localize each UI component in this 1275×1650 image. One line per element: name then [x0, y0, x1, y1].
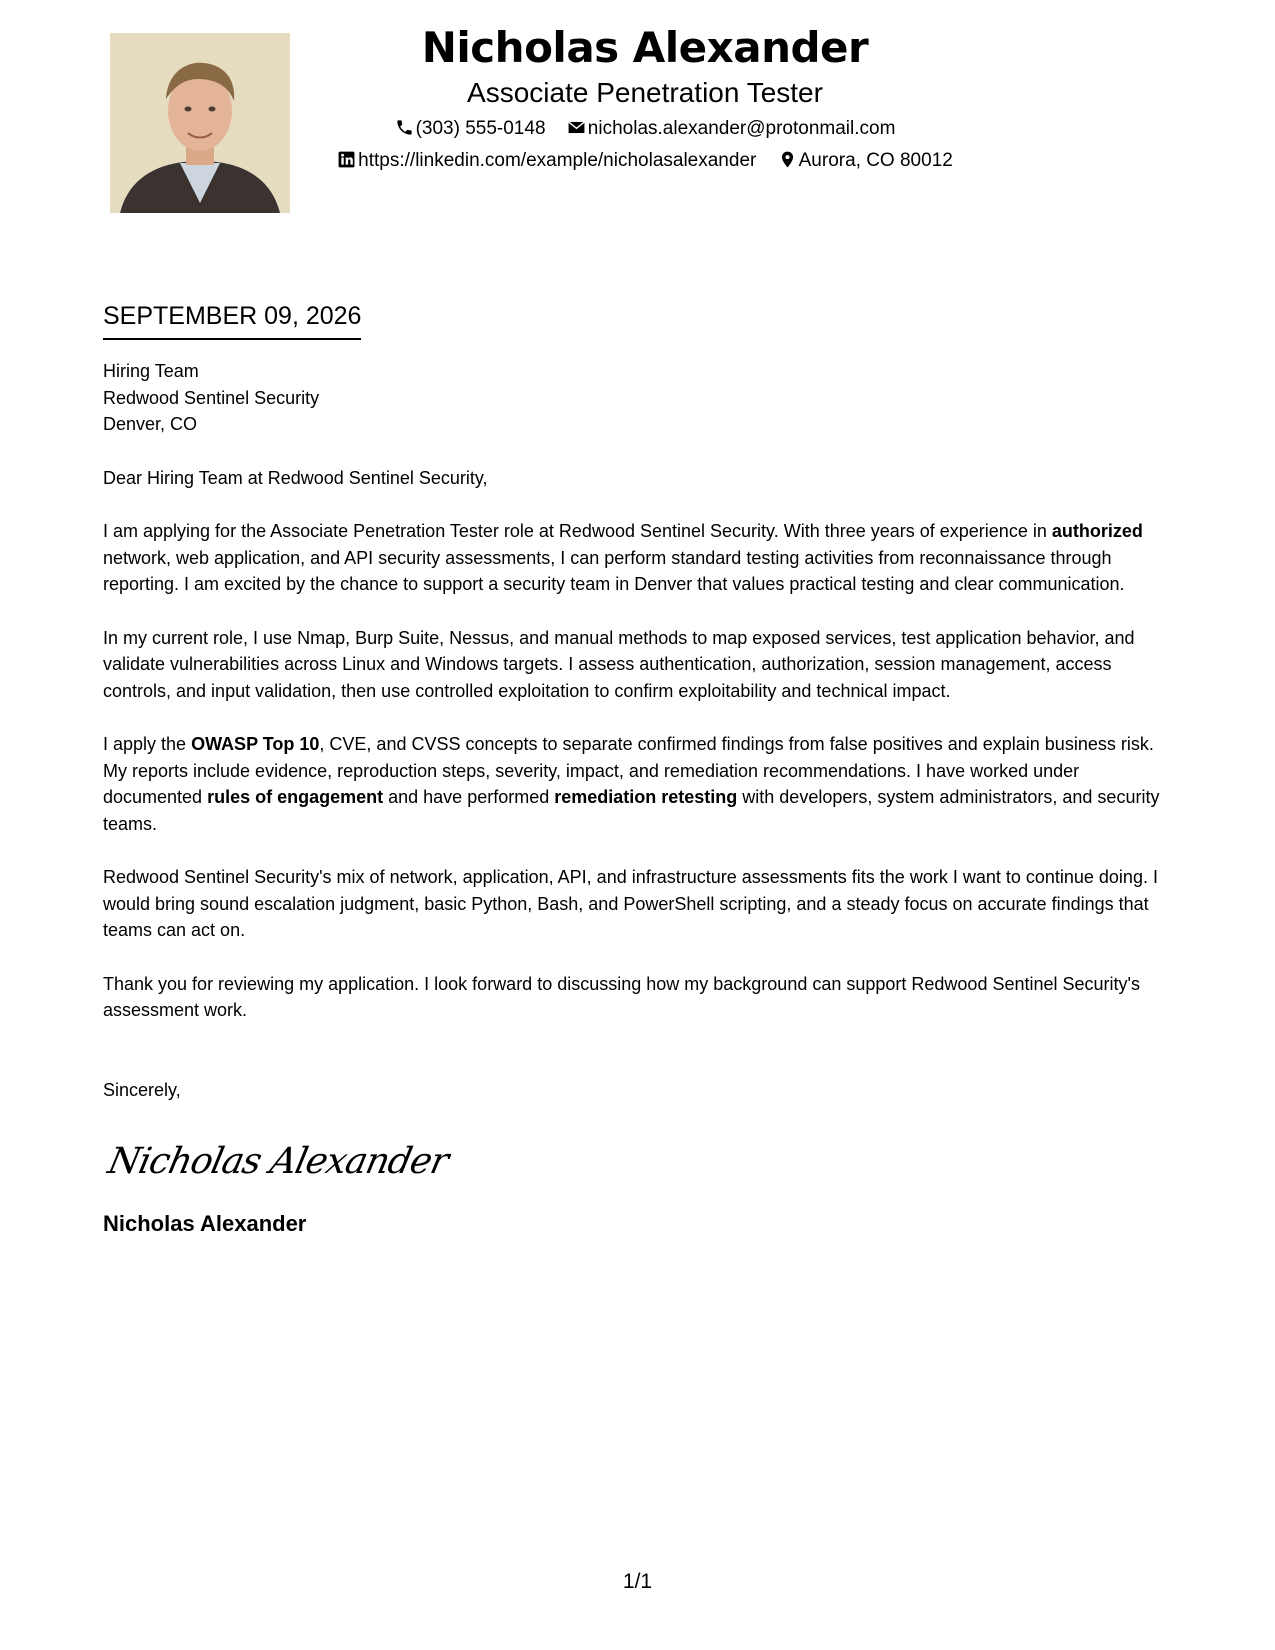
envelope-icon — [567, 118, 586, 137]
paragraph-thanks: Thank you for reviewing my application. I look forward to discussing how my background can support Redwood Sentinel Security's assessment work. — [103, 973, 1140, 1020]
paragraph-experience: In my current role, I use Nmap, Burp Suite, Nessus, and manual methods to map exposed services, test application behavior, and validate vulnerabilities across Linux and Windows targets. I assess authentication, authorization, session management, access controls, and input validation, then use controlled exploitation to confirm exploitability and technical impact. — [103, 627, 1135, 701]
salutation: Dear Hiring Team at Redwood Sentinel Security, — [103, 467, 488, 488]
contact-row-1 — [300, 116, 990, 142]
signer-name: Nicholas Alexander — [103, 1211, 307, 1236]
text-run: with developers, system administrators, and security teams. — [103, 787, 1160, 834]
bold-text: authorized — [1051, 521, 1143, 541]
text-run: , CVE, and CVSS concepts to separate confirmed findings from false positives and explain business risk. My reports include evidence, reproduction steps, severity, impact, and remediation recommendations. I have worked under documented — [103, 734, 1154, 807]
closing: Sincerely, — [103, 1079, 181, 1100]
applicant-name: Nicholas Alexander — [421, 23, 869, 72]
recipient-line: Hiring Team — [103, 361, 199, 381]
map-pin-icon — [778, 150, 797, 169]
text-run: I apply the — [103, 734, 192, 754]
phone-text: (303) 555-0148 — [415, 118, 546, 139]
text-run: network, web application, and API security assessments, I can perform standard testing activities from reconnaissance through reporting. I am excited by the chance to support a security team in Denver that values practical testing and clear communication. — [103, 547, 1125, 594]
contact-linkedin[interactable] — [337, 148, 756, 174]
paragraph-fit: Redwood Sentinel Security's mix of network, application, API, and infrastructure assessments fits the work I want to continue doing. I would bring sound escalation judgment, basic Python, Bash, and PowerShell scripting, and a steady focus on accurate findings that teams can act on. — [103, 867, 1158, 940]
letter-date: SEPTEMBER 09, 2026 — [103, 300, 361, 340]
recipient-line: Denver, CO — [103, 414, 198, 434]
recipient-address — [103, 358, 1173, 438]
page-indicator: 1/1 — [622, 1570, 653, 1593]
paragraph-methodology — [103, 731, 1173, 837]
location-text: Aurora, CO 80012 — [798, 150, 953, 171]
bold-text: remediation retesting — [554, 787, 738, 807]
letter-body — [103, 358, 1173, 1239]
letterhead — [300, 20, 990, 174]
paragraph-intro — [103, 518, 1173, 598]
recipient-line: Redwood Sentinel Security — [103, 387, 320, 408]
linkedin-icon — [337, 150, 356, 169]
handwritten-signature: Nicholas Alexander — [104, 1141, 452, 1182]
phone-icon — [395, 118, 414, 137]
contact-phone[interactable] — [395, 116, 546, 142]
email-text: nicholas.alexander@protonmail.com — [587, 118, 896, 139]
contact-email[interactable] — [567, 116, 896, 142]
bold-text: OWASP Top 10 — [191, 734, 320, 754]
contact-location — [778, 148, 953, 174]
linkedin-text: https://linkedin.com/example/nicholasalexander — [358, 150, 757, 171]
contact-row-2 — [300, 148, 990, 174]
text-run: I am applying for the Associate Penetration Tester role at Redwood Sentinel Security. With three years of experience in — [103, 521, 1052, 541]
applicant-title: Associate Penetration Tester — [467, 77, 823, 108]
text-run: and have performed — [383, 787, 555, 807]
bold-text: rules of engagement — [207, 787, 384, 807]
profile-photo — [110, 33, 290, 213]
